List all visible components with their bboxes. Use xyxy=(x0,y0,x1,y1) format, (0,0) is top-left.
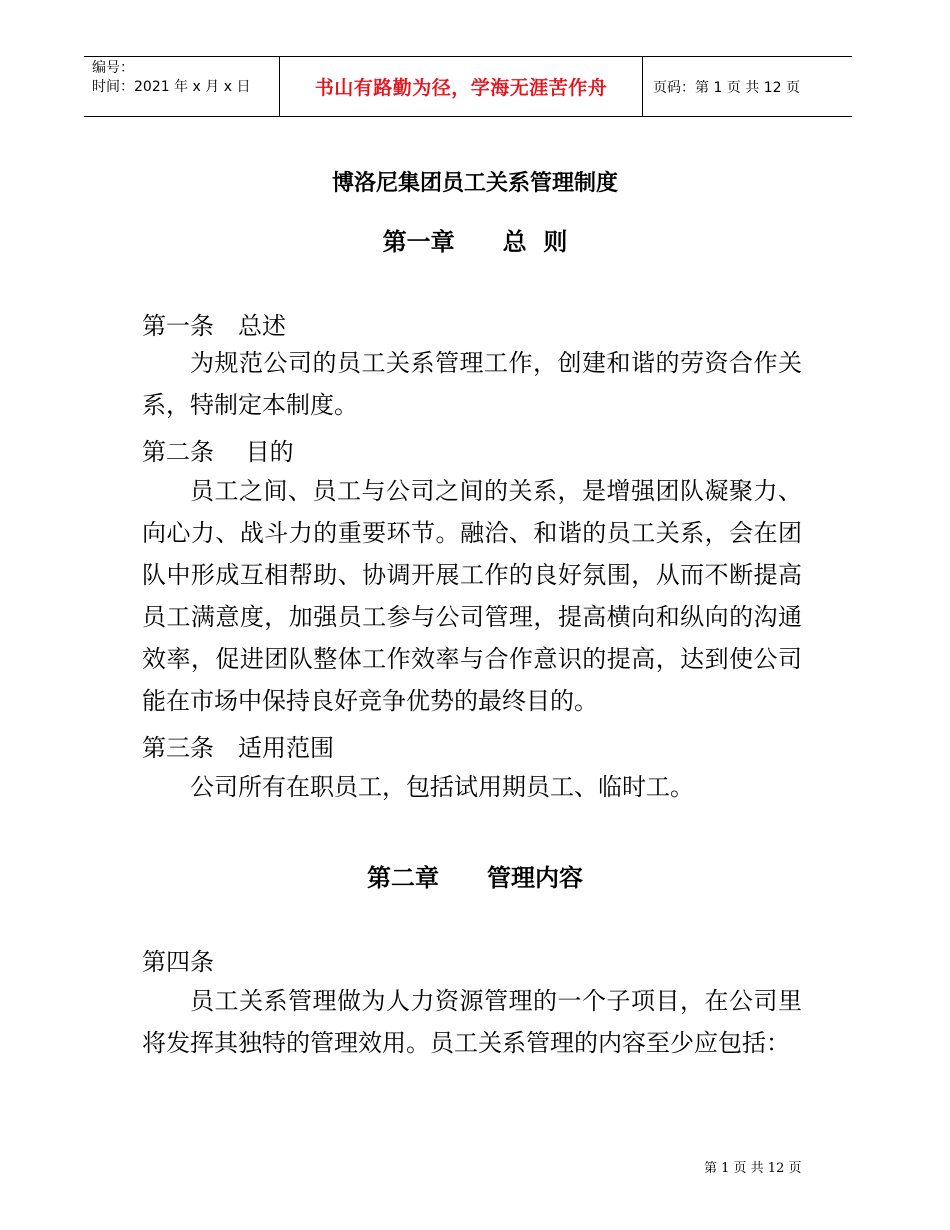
page-header xyxy=(84,56,852,117)
article-body: 员工关系管理做为人力资源管理的一个子项目，在公司里将发挥其独特的管理效用。员工关系管理的内容至少应包括： xyxy=(142,987,802,1057)
article-body: 员工之间、员工与公司之间的关系，是增强团队凝聚力、向心力、战斗力的重要环节。融洽、和谐的员工关系，会在团队中形成互相帮助、协调开展工作的良好氛围，从而不断提高员工满意度，加强员工参与公司管理，提高横向和纵向的沟通效率，促进团队整体工作效率与合作意识的提高，达到使公司能在市场中保持良好竞争优势的最终目的。 xyxy=(142,477,802,715)
document-number-label: 编号： xyxy=(92,60,134,76)
article-heading: 第一条 总述 xyxy=(142,312,286,340)
article-body: 为规范公司的员工关系管理工作，创建和谐的劳资合作关系，特制定本制度。 xyxy=(142,349,802,419)
header-page-info: 页码：第 1 页 共 12 页 xyxy=(653,79,800,96)
chapter-heading: 第一章 总 则 xyxy=(382,228,568,256)
article-body: 公司所有在职员工，包括试用期员工、临时工。 xyxy=(190,773,694,801)
page-footer: 第 1 页 共 12 页 xyxy=(704,1161,802,1176)
document-title: 博洛尼集团员工关系管理制度 xyxy=(331,171,618,196)
article-heading: 第三条 适用范围 xyxy=(142,734,334,762)
header-motto: 书山有路勤为径，学海无涯苦作舟 xyxy=(280,57,643,116)
chapter-heading: 第二章 管理内容 xyxy=(367,864,583,892)
article-heading: 第二条 目的 xyxy=(142,438,294,466)
document-date: 时间：2021 年 x 月 x 日 xyxy=(92,79,251,95)
article-heading: 第四条 xyxy=(142,948,214,976)
header-meta-cell xyxy=(84,57,280,116)
